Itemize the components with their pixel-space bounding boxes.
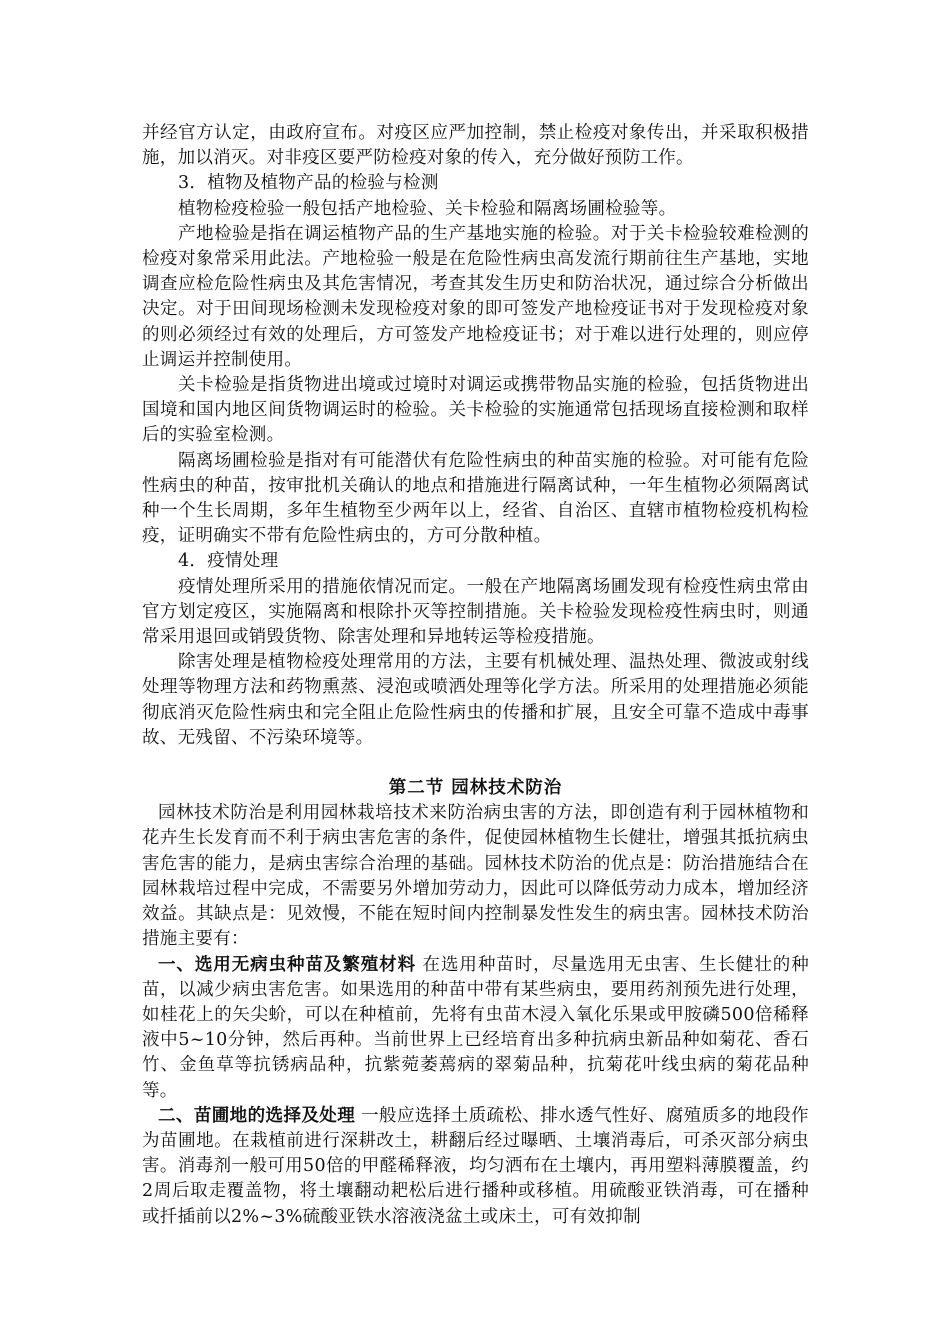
item-seedlings xyxy=(142,953,809,1104)
item-seedlings-text: 在选用种苗时，尽量选用无虫害、生长健壮的种苗，以减少病虫害危害。如果选用的种苗中带有某些病虫，要用药剂预先进行处理，如桂花上的矢尖蚧，可以在种植前，先将有虫苗木浸入氧化乐果或甲胺磷500倍稀释液中5~10分钟，然后再种。当前世界上已经培育出多种抗病虫新品种如菊花、香石竹、金鱼草等抗锈病品种，抗紫菀萎蔫病的翠菊品种，抗菊花叶线虫病的菊花品种等。 xyxy=(142,954,809,1101)
paragraph-origin-inspection: 产地检验是指在调运植物产品的生产基地实施的检验。对于关卡检验较难检测的检疫对象常采用此法。产地检验一般是在危险性病虫高发流行期前往生产基地，实地调查应检危险性病虫及其危害情况，考查其发生历史和防治状况，通过综合分析做出决定。对于田间现场检测未发现检疫对象的即可签发产地检疫证书对于发现检疫对象的则必须经过有效的处理后，方可签发产地检疫证书；对于难以进行处理的，则应停止调运并控制使用。 xyxy=(142,223,809,370)
item-nursery-text: 一般应选择土质疏松、排水透气性好、腐殖质多的地段作为苗圃地。在栽植前进行深耕改土，耕翻后经过曝晒、土壤消毒后，可杀灭部分病虫害。消毒剂一般可用50倍的甲醛稀释液，均匀洒布在土壤内，再用塑料薄膜覆盖，约2周后取走覆盖物，将土壤翻动耙松后进行播种或移植。用硫酸亚铁消毒，可在播种或扦插前以2%~3%硫酸亚铁水溶液浇盆土或床土，可有效抑制 xyxy=(142,1105,809,1227)
paragraph-inspection-types: 植物检疫检验一般包括产地检验、关卡检验和隔离场圃检验等。 xyxy=(178,198,677,219)
subheading-epidemic-handling: 4．疫情处理 xyxy=(178,551,279,572)
item-nursery-heading: 二、苗圃地的选择及处理 xyxy=(158,1105,356,1126)
document-page xyxy=(142,121,809,1230)
section-title: 第二节 园林技术防治 xyxy=(388,778,563,799)
paragraph-isolation-inspection: 隔离场圃检验是指对有可能潜伏有危险性病虫的种苗实施的检验。对可能有危险性病虫的种苗，按审批机关确认的地点和措施进行隔离试种，一年生植物必须隔离试种一个生长周期，多年生植物至少两年以上，经省、自治区、直辖市植物检疫机构检疫，证明确实不带有危险性病虫的，方可分散种植。 xyxy=(142,450,809,547)
paragraph-disinfestation: 除害处理是植物检疫处理常用的方法，主要有机械处理、温热处理、微波或射线处理等物理方法和药物熏蒸、浸泡或喷洒处理等化学方法。所采用的处理措施必须能彻底消灭危险性病虫和完全阻止危险性病虫的传播和扩展，且安全可靠不造成中毒事故、无残留、不污染环境等。 xyxy=(142,652,809,748)
item-nursery xyxy=(142,1104,809,1230)
section-intro: 园林技术防治是利用园林栽培技术来防治病虫害的方法，即创造有利于园林植物和花卉生长发育而不利于病虫害危害的条件，促使园林植物生长健壮，增强其抵抗病虫害危害的能力，是病虫害综合治理的基础。园林技术防治的优点是：防治措施结合在园林栽培过程中完成，不需要另外增加劳动力，因此可以降低劳动力成本，增加经济效益。其缺点是：见效慢，不能在短时间内控制暴发性发生的病虫害。园林技术防治措施主要有： xyxy=(142,803,809,950)
subheading-inspection: 3．植物及植物产品的检验与检测 xyxy=(178,173,439,194)
paragraph-quarantine-area: 并经官方认定，由政府宣布。对疫区应严加控制，禁止检疫对象传出，并采取积极措施，加以消灭。对非疫区要严防检疫对象的传入，充分做好预防工作。 xyxy=(142,123,809,169)
paragraph-checkpoint-inspection: 关卡检验是指货物进出境或过境时对调运或携带物品实施的检验，包括货物进出国境和国内地区间货物调运时的检验。关卡检验的实施通常包括现场直接检测和取样后的实验室检测。 xyxy=(142,375,809,446)
item-seedlings-heading: 一、选用无病虫种苗及繁殖材料 xyxy=(158,954,417,975)
paragraph-epidemic-measures: 疫情处理所采用的措施依情况而定。一般在产地隔离场圃发现有检疫性病虫常由官方划定疫区，实施隔离和根除扑灭等控制措施。关卡检验发现检疫性病虫时，则通常采用退回或销毁货物、除害处理和异地转运等检疫措施。 xyxy=(142,576,809,648)
